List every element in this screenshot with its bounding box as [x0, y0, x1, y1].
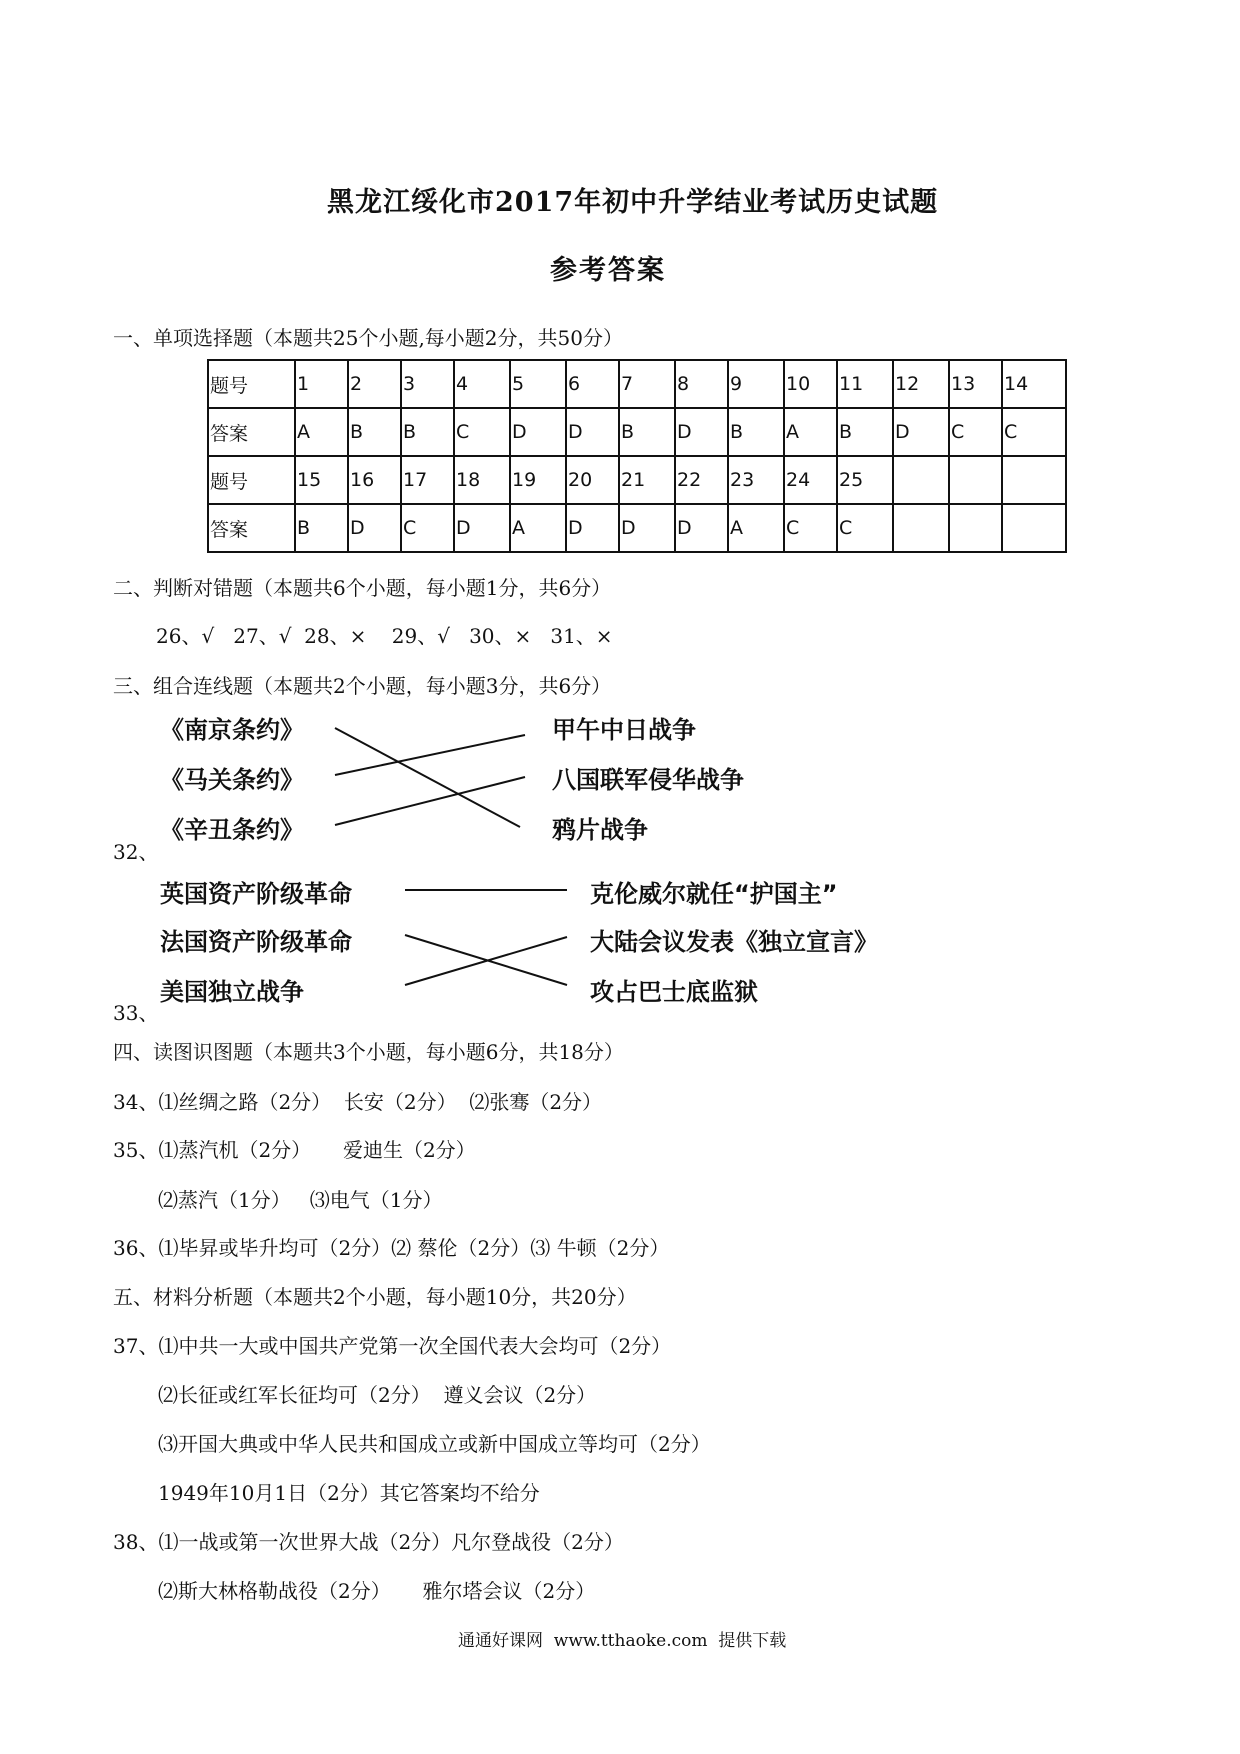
- q32-number: 32、: [113, 840, 159, 864]
- q32-left-1: 《南京条约》: [160, 716, 304, 744]
- footer-source: 通通好课网 www.tthaoke.com 提供下载: [458, 1631, 787, 1651]
- answer-35-part2: ⑵蒸汽（1分） ⑶电气（1分）: [158, 1188, 443, 1212]
- answer-table-row-label: 题号: [208, 456, 295, 504]
- answer-table-cell: D: [675, 504, 728, 552]
- answer-table-cell: 15: [295, 456, 348, 504]
- q32-right-3: 鸦片战争: [552, 816, 648, 844]
- answer-table-cell: A: [510, 504, 566, 552]
- answer-table-cell: 25: [837, 456, 893, 504]
- answer-table-cell: B: [401, 408, 454, 456]
- answer-table-cell: D: [454, 504, 510, 552]
- section4-heading: 四、读图识图题（本题共3个小题，每小题6分，共18分）: [113, 1040, 624, 1064]
- answer-38-part2: ⑵斯大林格勒战役（2分） 雅尔塔会议（2分）: [158, 1579, 596, 1603]
- answer-table-cell: B: [619, 408, 675, 456]
- q33-left-3: 美国独立战争: [160, 978, 304, 1006]
- answer-table-cell: 14: [1002, 360, 1066, 408]
- answer-table-cell: 13: [949, 360, 1002, 408]
- answer-table-cell: C: [401, 504, 454, 552]
- answer-table-cell: D: [510, 408, 566, 456]
- answer-table-cell: 21: [619, 456, 675, 504]
- answer-table-cell: B: [348, 408, 401, 456]
- answer-37-part4: 1949年10月1日（2分）其它答案均不给分: [158, 1481, 540, 1505]
- answer-table-cell: 5: [510, 360, 566, 408]
- answer-table-cell: 24: [784, 456, 837, 504]
- answer-table-cell: A: [728, 504, 784, 552]
- answer-38-part1: 38、⑴一战或第一次世界大战（2分）凡尔登战役（2分）: [113, 1530, 624, 1554]
- answer-37-part1: 37、⑴中共一大或中国共产党第一次全国代表大会均可（2分）: [113, 1334, 672, 1358]
- q33-right-3: 攻占巴士底监狱: [590, 978, 758, 1006]
- section5-heading: 五、材料分析题（本题共2个小题，每小题10分，共20分）: [113, 1285, 637, 1309]
- answer-table-cell: 16: [348, 456, 401, 504]
- answer-table-cell: D: [566, 504, 619, 552]
- answer-35-part1: 35、⑴蒸汽机（2分） 爱迪生（2分）: [113, 1138, 476, 1162]
- q33-right-1: 克伦威尔就任“护国主”: [590, 880, 838, 908]
- answer-table-cell: 22: [675, 456, 728, 504]
- section3-heading: 三、组合连线题（本题共2个小题，每小题3分，共6分）: [113, 674, 612, 698]
- answer-table-cell: 3: [401, 360, 454, 408]
- answer-table-cell: A: [784, 408, 837, 456]
- answer-table-cell: 20: [566, 456, 619, 504]
- q32-left-2: 《马关条约》: [160, 766, 304, 794]
- answer-table-cell: B: [837, 408, 893, 456]
- answer-table-cell: 18: [454, 456, 510, 504]
- answer-table-row-label: 答案: [208, 408, 295, 456]
- q32-left-3: 《辛丑条约》: [160, 816, 304, 844]
- answer-table-cell: 19: [510, 456, 566, 504]
- answer-table-cell: D: [566, 408, 619, 456]
- answer-37-part3: ⑶开国大典或中华人民共和国成立或新中国成立等均可（2分）: [158, 1432, 711, 1456]
- answer-36: 36、⑴毕昇或毕升均可（2分）⑵ 蔡伦（2分）⑶ 牛顿（2分）: [113, 1236, 670, 1260]
- section1-heading: 一、单项选择题（本题共25个小题,每小题2分，共50分）: [113, 326, 623, 350]
- section2-heading: 二、判断对错题（本题共6个小题，每小题1分，共6分）: [113, 576, 612, 600]
- q32-right-2: 八国联军侵华战争: [552, 766, 744, 794]
- answer-table-cell: 7: [619, 360, 675, 408]
- q33-right-2: 大陆会议发表《独立宣言》: [590, 928, 878, 956]
- answer-table-row-label: 答案: [208, 504, 295, 552]
- answer-table-cell: 17: [401, 456, 454, 504]
- answer-table-cell: 23: [728, 456, 784, 504]
- answer-table-cell: 11: [837, 360, 893, 408]
- document-title: 黑龙江绥化市2017年初中升学结业考试历史试题: [327, 187, 939, 218]
- answer-table-cell: C: [454, 408, 510, 456]
- answer-table-row-label: 题号: [208, 360, 295, 408]
- answer-table-cell: B: [295, 504, 348, 552]
- q33-number: 33、: [113, 1001, 159, 1025]
- document-subtitle: 参考答案: [550, 255, 666, 286]
- answer-table-cell: 6: [566, 360, 619, 408]
- answer-table-cell: A: [295, 408, 348, 456]
- answer-34: 34、⑴丝绸之路（2分） 长安（2分） ⑵张骞（2分）: [113, 1090, 603, 1114]
- answer-table-cell: 12: [893, 360, 949, 408]
- answer-table-cell: B: [728, 408, 784, 456]
- q32-right-1: 甲午中日战争: [552, 716, 696, 744]
- answer-table-cell: 10: [784, 360, 837, 408]
- answer-table-cell: D: [348, 504, 401, 552]
- answer-table-cell: C: [837, 504, 893, 552]
- answer-37-part2: ⑵长征或红军长征均可（2分） 遵义会议（2分）: [158, 1383, 597, 1407]
- answer-table-cell: D: [675, 408, 728, 456]
- answer-table-cell: D: [619, 504, 675, 552]
- answer-table-cell: C: [784, 504, 837, 552]
- answer-table-cell: 2: [348, 360, 401, 408]
- answer-table-cell: D: [893, 408, 949, 456]
- q33-left-1: 英国资产阶级革命: [160, 880, 352, 908]
- answer-table-cell: 9: [728, 360, 784, 408]
- answer-table-cell: 4: [454, 360, 510, 408]
- q33-left-2: 法国资产阶级革命: [160, 928, 352, 956]
- answer-table-cell: C: [1002, 408, 1066, 456]
- section2-answers: 26、√ 27、√ 28、× 29、√ 30、× 31、×: [156, 624, 613, 648]
- answer-table-cell: 8: [675, 360, 728, 408]
- answer-table-cell: 1: [295, 360, 348, 408]
- answer-table-cell: C: [949, 408, 1002, 456]
